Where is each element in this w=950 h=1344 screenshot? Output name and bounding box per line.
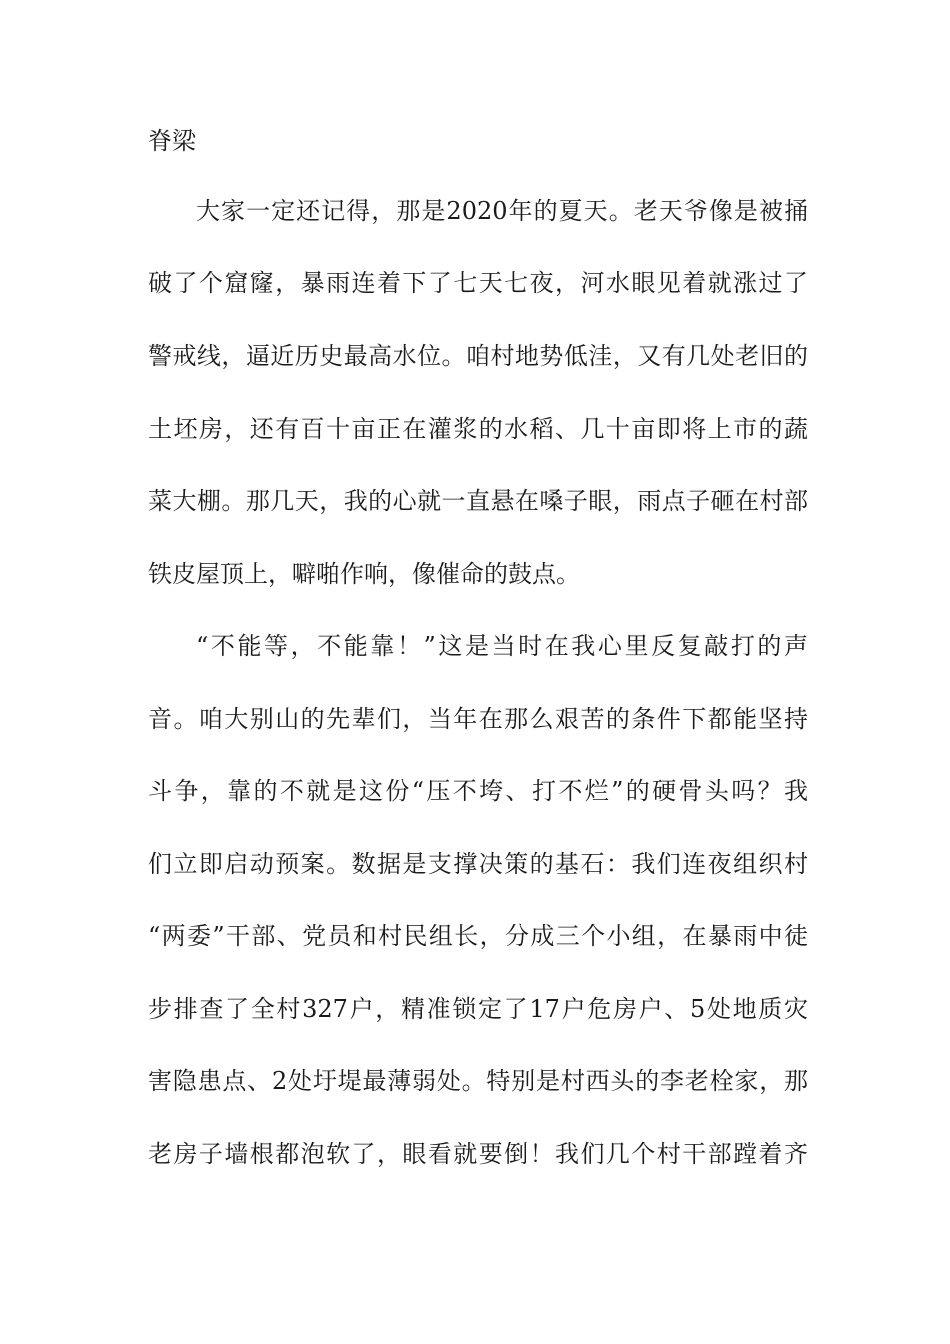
paragraph-line: 斗争，靠的不就是这份“压不垮、打不烂”的硬骨头吗？我 xyxy=(148,777,808,805)
paragraph-line: “不能等，不能靠！”这是当时在我心里反复敲打的声 xyxy=(196,632,808,660)
paragraph-line: 害隐患点、2处圩堤最薄弱处。特别是村西头的李老栓家，那 xyxy=(148,1067,808,1095)
paragraph-line: 步排查了全村327户，精准锁定了17户危房户、5处地质灾 xyxy=(148,995,808,1023)
paragraph-line: 土坯房，还有百十亩正在灌浆的水稻、几十亩即将上市的蔬 xyxy=(148,415,808,443)
paragraph-line: 破了个窟窿，暴雨连着下了七天七夜，河水眼见着就涨过了 xyxy=(148,269,808,297)
paragraph-line: 音。咱大别山的先辈们，当年在那么艰苦的条件下都能坚持 xyxy=(148,705,808,733)
paragraph-line: 警戒线，逼近历史最高水位。咱村地势低洼，又有几处老旧的 xyxy=(148,342,808,370)
paragraph-line: 们立即启动预案。数据是支撑决策的基石：我们连夜组织村 xyxy=(148,850,808,878)
paragraph-line: 大家一定还记得，那是2020年的夏天。老天爷像是被捅 xyxy=(196,197,808,225)
section-heading: 脊梁 xyxy=(148,127,196,155)
paragraph-line: 老房子墙根都泡软了，眼看就要倒！我们几个村干部蹚着齐 xyxy=(148,1140,808,1168)
paragraph-line: 菜大棚。那几天，我的心就一直悬在嗓子眼，雨点子砸在村部 xyxy=(148,487,808,515)
paragraph-line: 铁皮屋顶上，噼啪作响，像催命的鼓点。 xyxy=(148,560,580,588)
paragraph-line: “两委”干部、党员和村民组长，分成三个小组，在暴雨中徒 xyxy=(148,922,808,950)
